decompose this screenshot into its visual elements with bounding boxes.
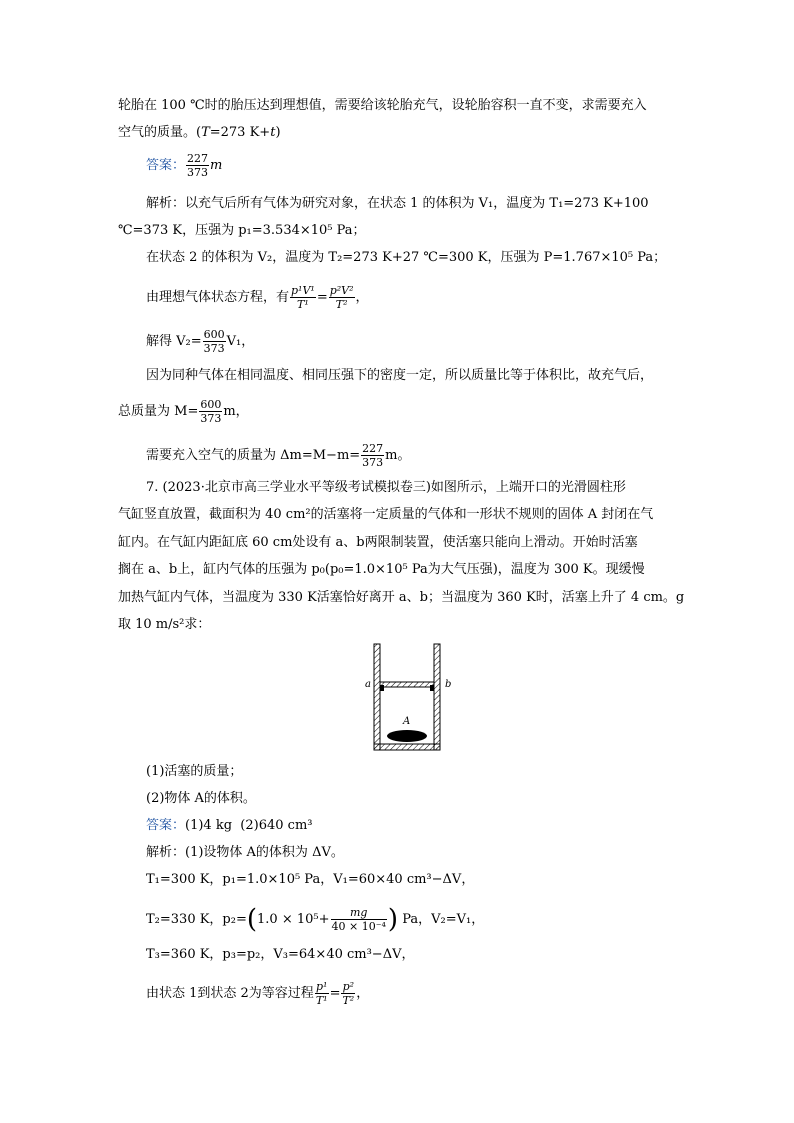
text-span: T xyxy=(201,125,210,140)
numerator: p¹ xyxy=(315,980,328,993)
subquestion: (1)活塞的质量； xyxy=(146,764,243,779)
question-line: 取 10 m/s²求： xyxy=(118,617,211,632)
text-span: 由状态 1到状态 2为等容过程 xyxy=(146,986,314,1001)
fraction xyxy=(341,980,355,1007)
fraction xyxy=(290,284,316,311)
text-span: =273 K+ xyxy=(209,125,271,140)
answer-label: 答案： xyxy=(146,818,186,833)
text-line: ℃=373 K，压强为 p₁=3.534×10⁵ Pa； xyxy=(118,223,366,238)
text-line: 因为同种气体在相同温度、相同压强下的密度一定，所以质量比等于体积比，故充气后， xyxy=(146,368,654,383)
text-span: m xyxy=(210,158,223,173)
equation-line xyxy=(118,398,249,425)
numerator: mg xyxy=(331,906,387,920)
cylinder-right-wall xyxy=(434,644,440,750)
text-span: V₁， xyxy=(226,334,255,349)
question-line: 加热气缸内气体，当温度为 330 K活塞恰好离开 a、b；当温度为 360 K时，活塞上升了 4 cm。g xyxy=(118,590,685,605)
text-span: T₂=330 K，p₂= xyxy=(146,912,247,927)
text-line: 在状态 2 的体积为 V₂，温度为 T₂=273 K+27 ℃=300 K，压强为 P=1.767×10⁵ Pa； xyxy=(146,250,667,265)
fraction xyxy=(186,152,209,179)
text-span: Pa，V₂=V₁， xyxy=(402,912,485,927)
question-line: 搁在 a、b上，缸内气体的压强为 p₀(p₀=1.0×10⁵ Pa为大气压强)，温度为 300 K。现缓慢 xyxy=(118,562,645,577)
fraction xyxy=(199,398,222,425)
text-span: 空气的质量。( xyxy=(118,125,202,140)
numerator: 227 xyxy=(187,152,209,165)
denominator: 373 xyxy=(200,412,222,425)
stop-a xyxy=(380,685,384,691)
cylinder-diagram xyxy=(362,642,462,754)
text-line: 轮胎在 100 ℃时的胎压达到理想值，需要给该轮胎充气，设轮胎容积一直不变，求需要充入 xyxy=(118,98,647,113)
equation-line xyxy=(146,284,369,311)
question-line: 气缸竖直放置，截面积为 40 cm²的活塞将一定质量的气体和一形状不规则的固体 A 封闭在气 xyxy=(118,507,654,522)
text-span: t xyxy=(270,125,276,140)
numerator: 227 xyxy=(362,442,384,455)
label-a: a xyxy=(365,679,371,690)
equation-line xyxy=(146,980,369,1007)
equation-line xyxy=(146,906,484,933)
answer-label: 答案： xyxy=(146,158,186,173)
question-line: 7. (2023·北京市高三学业水平等级考试模拟卷三)如图所示，上端开口的光滑圆柱形 xyxy=(146,480,626,495)
text-line: T₃=360 K，p₃=p₂，V₃=64×40 cm³−ΔV， xyxy=(146,947,415,962)
denominator: 373 xyxy=(362,456,384,469)
paren: ) xyxy=(387,904,399,935)
text-span: m。 xyxy=(385,448,411,463)
text-span: = xyxy=(329,986,341,1001)
text-span: 解得 V₂= xyxy=(146,334,202,349)
numerator: p² xyxy=(342,980,355,993)
text-span: 总质量为 M= xyxy=(118,404,199,419)
denominator: T¹ xyxy=(297,298,309,311)
equation-line xyxy=(146,328,254,355)
denominator: T¹ xyxy=(315,994,328,1007)
stop-b xyxy=(430,685,434,691)
denominator: 373 xyxy=(203,342,225,355)
fraction xyxy=(315,980,329,1007)
answer-line xyxy=(146,816,312,836)
text-span: 1.0 × 10⁵+ xyxy=(257,912,330,927)
piston xyxy=(380,682,434,687)
fraction xyxy=(203,328,226,355)
label-A: A xyxy=(403,716,411,727)
denominator: 40 × 10⁻⁴ xyxy=(331,920,386,933)
text-span: = xyxy=(316,290,328,305)
text-line: 解析：(1)设物体 A的体积为 ΔV。 xyxy=(146,845,344,860)
denominator: T² xyxy=(342,994,355,1007)
answer-line xyxy=(146,152,222,179)
question-line: 缸内。在气缸内距缸底 60 cm处设有 a、b两限制装置，使活塞只能向上滑动。开始时活塞 xyxy=(118,535,638,550)
text-span: m， xyxy=(223,404,249,419)
denominator: T² xyxy=(335,298,348,311)
text-span: 需要充入空气的质量为 Δm=M−m= xyxy=(146,448,361,463)
text-line: 解析：以充气后所有气体为研究对象，在状态 1 的体积为 V₁，温度为 T₁=273 K+100 xyxy=(146,196,649,211)
equation-line xyxy=(146,442,411,469)
numerator: 600 xyxy=(200,398,222,411)
text-span: ， xyxy=(355,290,369,305)
text-span: ) xyxy=(275,125,281,140)
object-A xyxy=(387,730,427,742)
label-b: b xyxy=(445,679,452,690)
text-span: 由理想气体状态方程，有 xyxy=(146,290,290,305)
numerator: p²V² xyxy=(329,284,354,297)
numerator: 600 xyxy=(203,328,225,341)
text-line: T₁=300 K，p₁=1.0×10⁵ Pa，V₁=60×40 cm³−ΔV， xyxy=(146,872,475,887)
cylinder-left-wall xyxy=(374,644,380,750)
text-span: ， xyxy=(356,986,370,1001)
cylinder-bottom xyxy=(374,744,440,750)
text-line xyxy=(118,123,281,143)
subquestion: (2)物体 A的体积。 xyxy=(146,791,256,806)
numerator: p¹V¹ xyxy=(291,284,315,297)
fraction xyxy=(329,284,355,311)
paren: ( xyxy=(246,904,258,935)
fraction xyxy=(361,442,384,469)
denominator: 373 xyxy=(187,166,209,179)
fraction xyxy=(331,906,387,933)
answer-value: (1)4 kg (2)640 cm³ xyxy=(185,818,313,833)
